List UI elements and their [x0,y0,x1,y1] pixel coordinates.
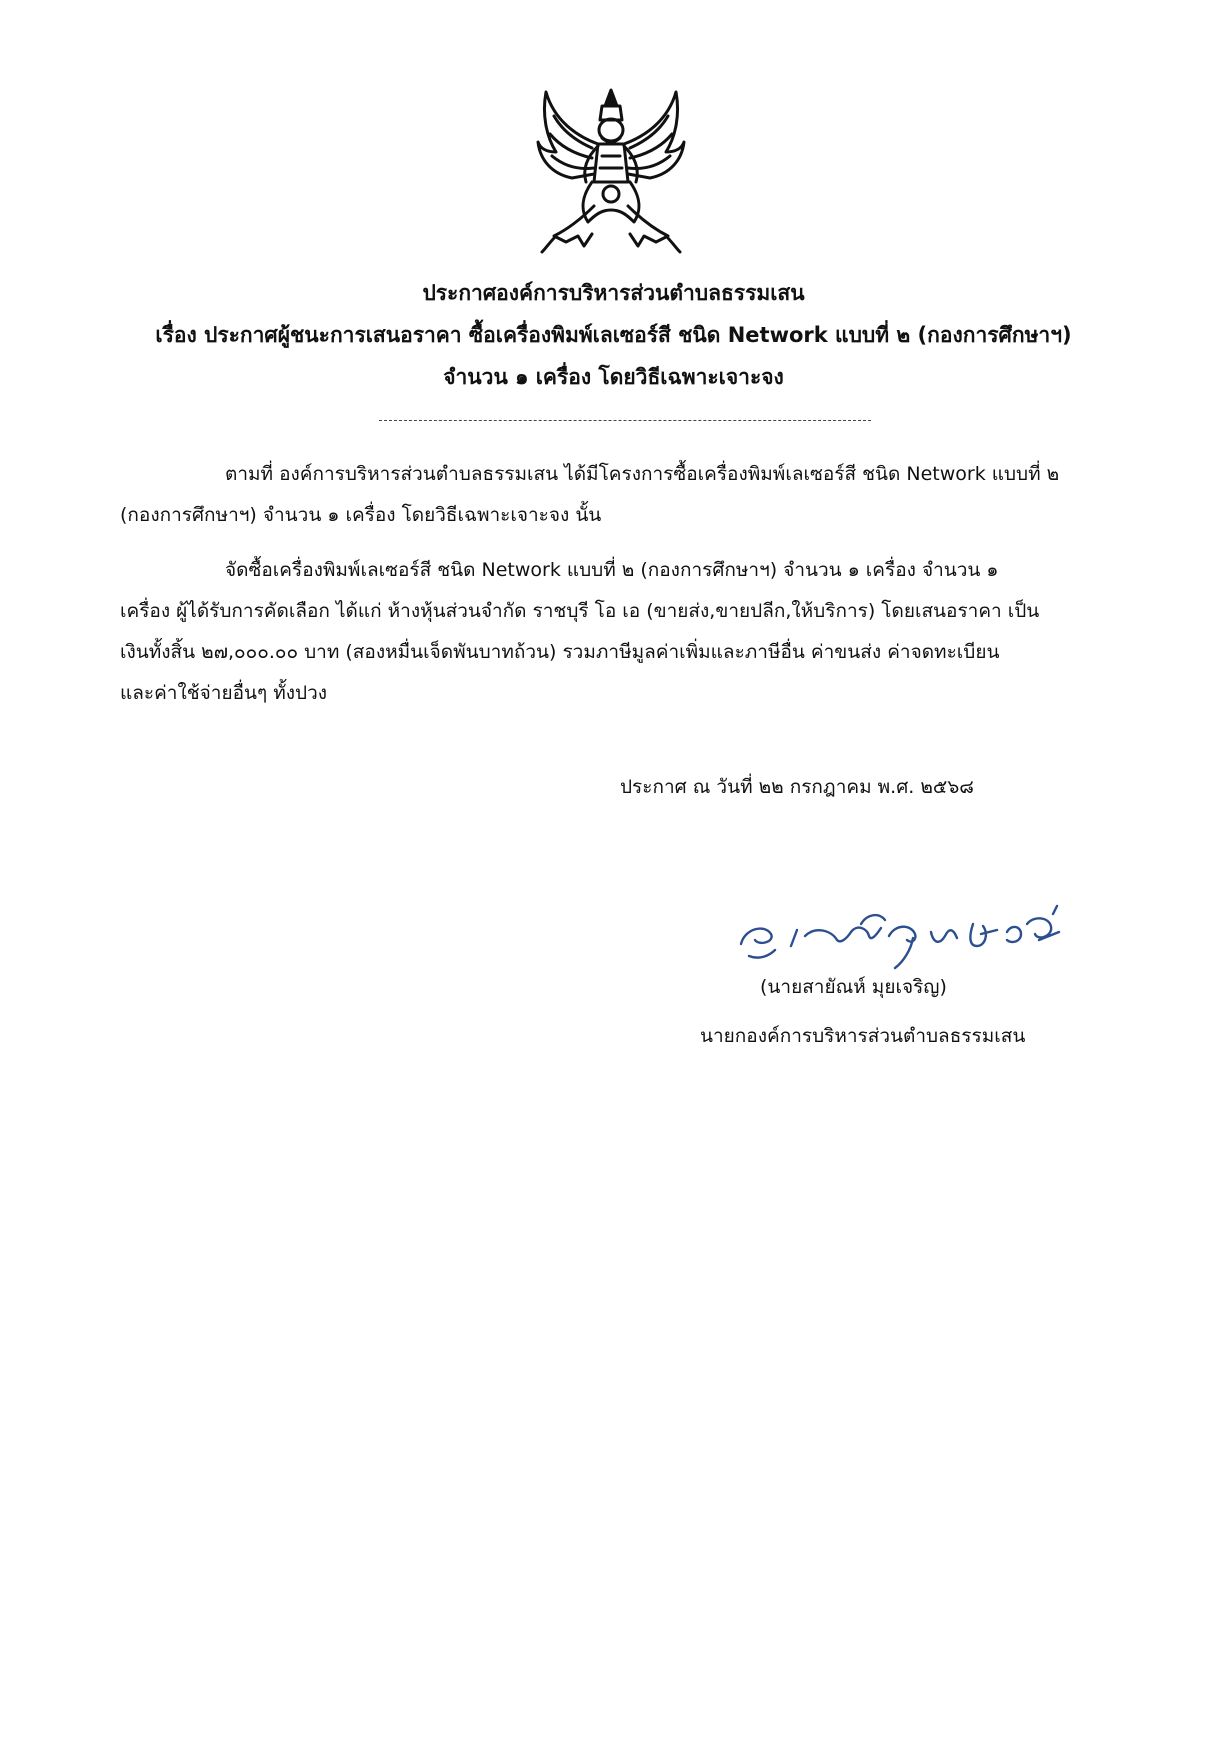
separator-line [379,420,871,421]
handwritten-signature [735,884,1070,984]
title-subject: เรื่อง ประกาศผู้ชนะการเสนอราคา ซื้อเครื่องพิมพ์เลเซอร์สี ชนิด Network แบบที่ ๒ (กองการศึกษาฯ) [155,323,1072,347]
paragraph-line: เครื่อง ผู้ได้รับการคัดเลือก ได้แก่ ห้างหุ้นส่วนจำกัด ราชบุรี โอ เอ (ขายส่ง,ขายปลีก,ให้บริการ) โดยเสนอราคา เป็น [120,600,1040,622]
paragraph-line: ตามที่ องค์การบริหารส่วนตำบลธรรมเสน ได้มีโครงการซื้อเครื่องพิมพ์เลเซอร์สี ชนิด Network แบบที่ ๒ [225,463,1060,485]
paragraph-line: เงินทั้งสิ้น ๒๗,๐๐๐.๐๐ บาท (สองหมื่นเจ็ดพันบาทถ้วน) รวมภาษีมูลค่าเพิ่มและภาษีอื่น ค่าขนส่ง ค่าจดทะเบียน [120,641,1000,663]
announcement-title [0,272,1227,398]
paragraph-line: จัดซื้อเครื่องพิมพ์เลเซอร์สี ชนิด Network แบบที่ ๒ (กองการศึกษาฯ) จำนวน ๑ เครื่อง จำนวน ๑ [225,559,999,581]
title-quantity-method: จำนวน ๑ เครื่อง โดยวิธีเฉพาะเจาะจง [443,365,784,389]
signer-position: นายกองค์การบริหารส่วนตำบลธรรมเสน [700,1025,1026,1047]
paragraph-award [120,550,1095,714]
paragraph-line: (กองการศึกษาฯ) จำนวน ๑ เครื่อง โดยวิธีเฉพาะเจาะจง นั้น [120,504,602,526]
paragraph-line: และค่าใช้จ่ายอื่นๆ ทั้งปวง [120,682,328,704]
announcement-date: ประกาศ ณ วันที่ ๒๒ กรกฎาคม พ.ศ. ๒๕๖๘ [620,776,974,798]
garuda-emblem-icon [536,86,686,256]
title-issuer: ประกาศองค์การบริหารส่วนตำบลธรรมเสน [422,281,805,305]
paragraph-background [120,454,1095,536]
signer-name: (นายสายัณห์ มุยเจริญ) [760,976,947,998]
